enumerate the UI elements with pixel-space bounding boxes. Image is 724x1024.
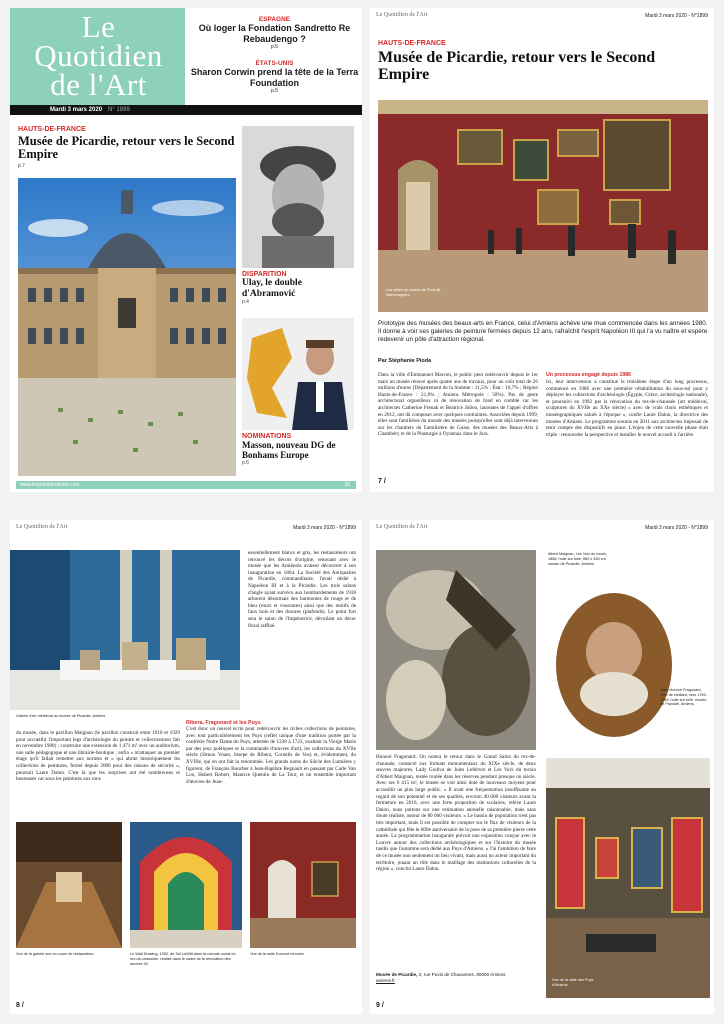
maignan-painting	[376, 550, 536, 750]
museum-info	[376, 972, 542, 983]
teaser-spain[interactable]	[187, 16, 362, 50]
subhead: Ribera, Fragonard et les Puys	[186, 720, 261, 726]
teaser-page: p.5	[271, 44, 278, 50]
running-header-date: Mardi 3 mars 2020 - N°1899	[293, 525, 356, 531]
lead-page: p.7	[18, 163, 25, 169]
caption-puys-room: Vue de la salle des Puys d'Amiens.	[552, 978, 594, 988]
running-header-date: Mardi 3 mars 2020 - N°1899	[645, 525, 708, 531]
section-text: C'est donc un nouvel écrin pour redécouvrir les riches collections de peintures, avec tout particulièrement les Puys (reflet unique d'une tradition portée par la confrérie Notre Dame du Puys, attestée de 1338 à 1723, exaltant la Vierge Marie par des jeux poétiques et la commande d'œuvres d'art), les collections du XVIIe siècle (Simon Vouet, Josepe de Ribera, Cornelis de Vos) et, évidemment, du XVIIIe, qui en ont fait la renommée. Les grands noms du Siècle des Lumières y figurent, de François Boucher à Jean-Baptiste Regnault en passant par Carle Van Loo, Hubert Robert, Maurice Quentin de La Tour, et un ensemble important d'œuvres de Jean-	[186, 726, 356, 785]
story-nominations[interactable]	[242, 433, 354, 466]
teaser-category: ESPAGNE	[258, 16, 291, 23]
issue-number: N° 1899	[108, 107, 130, 113]
masthead	[10, 8, 185, 105]
date-bar	[10, 105, 362, 115]
fragonard-painting	[554, 590, 674, 740]
right-column-text: essentiellement blancs et gris, les restaurateurs ont retrouvé les décors d'origine, renouant avec le musée que les Amiénois avaient découvert à son inauguration en 1864. La Société des Antiquaires de Picardie, commanditaire, l'avait dédié à Napoléon III et à la Picardie. Les trois salons d'angle ayant survécu aux bombardements de 1918 arborent désormais des harmonies de rouge et de bleu (murs et voussures) ainsi que des motifs de faux bois et des dorures (plafonds). Le point fort sera le salon de l'Impératrice, dévoilant un décor floral raffiné.	[248, 550, 356, 629]
byline: Par Stéphanie Pioda	[378, 358, 432, 364]
page-7	[370, 8, 714, 492]
teaser-category: ÉTATS-UNIS	[255, 60, 294, 67]
gallery-photo	[378, 100, 708, 312]
article-column-2	[546, 372, 708, 438]
article-body: Honoré Fragonard. On notera le retour dans le Grand Salon du rez-de-chaussée, consacré aux formats monumentaux du XIXe siècle, de deux œuvres majeures, Lady Godiva de Jules Lefebvre et Les Voix du tocsin d'Albert Maignan, restée roulée dans les réserves pendant presque un siècle. Avec ses 6 415 m², le musée se voit ainsi doté de nouveaux moyens pour accueillir un plus large public. « Il avait une fréquentation insuffisante au regard de son potentiel et de ses qualités, environ 40 000 visiteurs avant la fermeture en 2016, avec une forte proportion de scolaires, relève Laure Dalon, nous partons sur une estimation annuelle raisonnable, mais sans doute réaliste, autour de 80 000 visiteurs. » Le bassin de population n'est pas très important, mais il est possible de compter sur le flux de visiteurs de la cathédrale qui fête le 800e anniversaire de la pose de sa première pierre cette année. La programmation inaugurale prévoit une exposition conçue avec le Louvre autour des collections archéologiques et sur l'histoire du musée tandis que l'automne sera dédié aux Puys d'Amiens. « J'ai l'ambition de faire de ce musée non seulement un lieu vivant, mais aussi un acteur important du territoire, jouant un rôle dans le maillage des institutions culturelles de la région », conclut Laure Dalon.	[376, 754, 536, 873]
caption-south-gallery: Vue de la galerie sud en cours de restauration.	[16, 952, 95, 956]
side2-page: p.6	[242, 460, 249, 466]
article-headline: Musée de Picardie, retour vers le Second Empire	[378, 49, 656, 83]
site-url[interactable]: www.lequotidiendelart.com	[20, 482, 80, 488]
side1-page: p.4	[242, 299, 249, 305]
teaser-usa[interactable]	[187, 60, 362, 94]
cover-footer	[16, 481, 356, 489]
caption-wall-drawing: Le Wall Drawing, 1992, de Sol LeWitt dans la rotonde ouest du rez-de-chaussée, réalisé dans le cadre de la rénovation des années 90.	[130, 952, 236, 966]
museum-facade-photo	[18, 178, 236, 476]
page-folio: 8 /	[16, 1002, 24, 1009]
museum-info-name: Musée de Picardie,	[376, 972, 418, 977]
article-kicker: HAUTS-DE-FRANCE	[378, 40, 446, 47]
issue-date: Mardi 3 mars 2020	[50, 107, 103, 113]
cover-page	[10, 8, 362, 492]
article-column-1: Dans la ville d'Emmanuel Macron, le public peut redécouvrir depuis le 1er mars un musée rénové après quatre ans de travaux, pour un coût total de 26 millions d'euros (Département de la Somme : 11,5% ; État : 16,7% ; Région Hauts-de-France : 21,8% ; Amiens Métropole : 50%). Pas de geste architectural orgueilleux ni de rénovation de fond en comble car les architectes Catherine Frenak et Béatrice Julien, lauréates de l'appel d'offres en 2012, ont dû composer avec quelques contraintes. Associées depuis 1999, elles sont familières du monde des musées puisqu'elles sont déjà intervenues sur les chantiers du Familistère de Guise, des musées des Beaux-Arts à Chambéry et de la Plasturgie à Oyonnax dans le Jura.	[378, 372, 538, 438]
teaser-headline: Où loger la Fondation Sandretto Re Rebaudengo ?	[198, 23, 351, 44]
article-intro: Prototype des musées des beaux-arts en France, celui d'Amiens achève une mue commencée dans les années 1980. Il donne à voir ses galeries de peinture fermées depuis 12 ans, rafraîchit l'esprit Napoléon III qui l'a vu naître et espère redevenir un pôle d'attraction régional.	[378, 320, 708, 343]
medieval-photo-caption: Galerie d'art médiéval au musée de Picardie, Amiens.	[16, 714, 107, 718]
museum-info-link[interactable]: amiens.fr	[376, 977, 395, 983]
logo-line: Le	[81, 9, 116, 44]
puys-room-photo	[546, 758, 710, 998]
gallery-photo-caption: Les salles du musée de Picardie réaménagées.	[386, 288, 441, 297]
subhead: Un processus engagé depuis 1986	[546, 372, 632, 378]
dumont-room-photo	[250, 822, 356, 948]
column-2-text: Ici, leur intervention a constitué la troisième étape d'un long processus, commencé en 1986 avec une première réhabilitation du sous-sol pour y déployer les collections d'archéologie (Égypte, Grèce, archéologie nationale), et poursuivi en 1992 par la rénovation du rez-de-chaussée (art médiéval, sculptures du XVIIe au XXe siècle) « avec de vrais choix esthétiques et muséographiques salués à l'époque », confie Laure Dalon, la directrice des musées d'Amiens. Le programme soumis en 2011 aux architectes imposait de tenir compte des dispositifs en place. L'enjeu de cette nouvelle phase était triple : renouveler la perspective et installer le nouvel accueil à l'arrière	[546, 379, 708, 438]
teaser-page: p.5	[271, 88, 278, 94]
wall-drawing-photo	[130, 822, 242, 948]
side2-kicker: NOMINATIONS	[242, 433, 292, 440]
side1-kicker: DISPARITION	[242, 271, 287, 278]
running-header-brand: Le Quotidien de l'Art	[16, 524, 68, 530]
side2-headline: Masson, nouveau DG de Bonhams Europe	[242, 440, 336, 460]
masson-portrait-photo	[242, 318, 354, 430]
lead-headline: Musée de Picardie, retour vers le Second Empire	[18, 134, 235, 161]
logo[interactable]	[16, 9, 181, 102]
page-9	[370, 520, 714, 1014]
page-8	[10, 520, 362, 1014]
logo-line: de l'Art	[50, 67, 147, 102]
section-ribera	[186, 720, 356, 785]
story-disparition[interactable]	[242, 271, 354, 305]
caption-dumont: Vue de la salle Dumont rénovée.	[250, 952, 305, 956]
caption-fragonard: Jean-Honoré Fragonard, Tête de vieillard, vers 1769-1769, huile sur toile, musée de Picardie, Amiens.	[660, 688, 707, 707]
running-header-date: Mardi 3 mars 2020 - N°1899	[645, 13, 708, 19]
footer-page-number: 26	[344, 482, 350, 488]
museum-info-address: 2, rue Puvis de Chavannes, 80000 Amiens	[418, 972, 506, 977]
page-folio: 9 /	[376, 1002, 384, 1009]
ulay-portrait-photo	[242, 126, 354, 268]
medieval-gallery-photo	[10, 550, 240, 710]
page-folio: 7 /	[378, 478, 386, 485]
running-header-brand: Le Quotidien de l'Art	[376, 524, 428, 530]
side1-headline: Ulay, le double d'Abramović	[242, 278, 302, 299]
lead-kicker: HAUTS-DE-FRANCE	[18, 126, 86, 133]
teaser-headline: Sharon Corwin prend la tête de la Terra Foundation	[190, 67, 359, 88]
running-header-brand: Le Quotidien de l'Art	[376, 12, 428, 18]
lead-story[interactable]	[18, 126, 238, 169]
logo-line: Quotidien	[34, 38, 163, 73]
caption-maignan: Albert Maignan, Les Voix du tocsin, 1888, huile sur toile, 660 x 450 cm, musée de Picardie, Amiens.	[548, 552, 608, 566]
south-gallery-photo	[16, 822, 122, 948]
left-column-text: du musée, dans le pavillon Maignan (le pavillon construit entre 1910 et 1929 pour accueillir l'important legs d'archéologie du peintre et collectionneur fait en novembre 1908) ; construire une extension de 1 471 m² avec un auditorium, une salle pédagogique et une librairie-boutique ; enfin « m'attaquer au premier étage qu'il fallait remettre aux normes et « qui abrite historiquement les collections de peintures, fermé depuis 2008 pour des raisons de sécurité », poursuit Laure Dalon. C'est là que les surprises ont été nombreuses et heureuses car sous les peintures aux tons	[16, 730, 180, 783]
